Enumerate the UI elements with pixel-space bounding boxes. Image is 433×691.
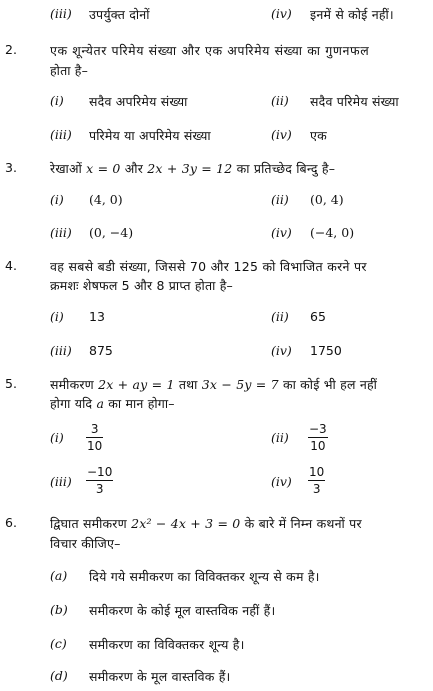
question-number: 6. (5, 515, 17, 530)
fraction (86, 465, 113, 496)
option-text: (4, 0) (89, 192, 123, 207)
question-number: 5. (5, 376, 17, 391)
question-text: एक शून्येतर परिमेय संख्या और एक अपरिमेय संख्या का गुणनफल (50, 43, 370, 58)
option-text: (−4, 0) (310, 225, 355, 240)
equation: 3x − 5y = 7 (201, 377, 279, 392)
question-text: क्रमशः शेषफल 5 और 8 प्राप्त होता है– (50, 278, 234, 293)
equation: 2x + ay = 1 (98, 377, 175, 392)
option-text: (0, −4) (89, 225, 134, 240)
option-label: (iv) (271, 474, 292, 489)
option-label: (iv) (271, 225, 292, 240)
question-number: 3. (5, 160, 17, 175)
option-label: (iv) (271, 343, 292, 358)
question-text: द्विघात समीकरण 2x² − 4x + 3 = 0 के बारे में निम्न कथनों पर (50, 516, 362, 531)
option-label: (i) (50, 430, 64, 445)
question-text: विचार कीजिए– (50, 536, 121, 551)
option-label: (iii) (50, 225, 72, 240)
option-label: (ii) (271, 309, 289, 324)
numerator: −10 (87, 465, 113, 479)
option-label: (d) (50, 668, 68, 683)
option-text: समीकरण का विविक्तकर शून्य है। (89, 637, 245, 652)
question-text: समीकरण 2x + ay = 1 तथा 3x − 5y = 7 का कोई भी हल नहीं (50, 377, 378, 392)
option-text: परिमेय या अपरिमेय संख्या (89, 128, 211, 143)
variable: a (96, 396, 105, 411)
option-label: (i) (50, 309, 64, 324)
question-text: होगा यदि a का मान होगा– (50, 396, 175, 411)
option-text: समीकरण के मूल वास्तविक हैं। (89, 669, 231, 684)
option-text: सदैव अपरिमेय संख्या (89, 94, 188, 109)
denominator: 3 (312, 482, 321, 496)
equation: 2x² − 4x + 3 = 0 (131, 516, 241, 531)
option-label: (ii) (271, 93, 289, 108)
numerator: −3 (309, 422, 327, 436)
denominator: 10 (87, 439, 103, 453)
denominator: 10 (310, 439, 326, 453)
numerator: 3 (90, 422, 99, 436)
fraction-bar (308, 480, 325, 481)
fraction-bar (86, 480, 113, 481)
option-label: (i) (50, 93, 64, 108)
option-label: (iv) (271, 6, 292, 21)
fraction-bar (86, 437, 103, 438)
option-text: 65 (310, 309, 326, 324)
option-text: दिये गये समीकरण का विविक्तकर शून्य से कम है। (89, 569, 320, 584)
question-number: 4. (5, 258, 17, 273)
option-label: (c) (50, 636, 67, 651)
option-text: 875 (89, 343, 113, 358)
denominator: 3 (95, 482, 104, 496)
option-label: (iii) (50, 6, 72, 21)
equation: 2x + 3y = 12 (147, 161, 233, 176)
option-label: (i) (50, 192, 64, 207)
equation: x = 0 (86, 161, 121, 176)
question-text: रेखाओं x = 0 और 2x + 3y = 12 का प्रतिच्छेद बिन्दु है– (50, 161, 336, 176)
fraction-bar (308, 437, 328, 438)
option-text: समीकरण के कोई मूल वास्तविक नहीं हैं। (89, 603, 276, 618)
option-label: (a) (50, 568, 68, 583)
question-text: होता है– (50, 63, 89, 78)
option-label: (ii) (271, 192, 289, 207)
option-label: (iii) (50, 343, 72, 358)
option-text: (0, 4) (310, 192, 344, 207)
option-label: (iii) (50, 474, 72, 489)
option-label: (iv) (271, 127, 292, 142)
option-label: (ii) (271, 430, 289, 445)
option-label: (iii) (50, 127, 72, 142)
fraction (86, 422, 103, 453)
option-text: इनमें से कोई नहीं। (310, 7, 394, 22)
option-text: उपर्युक्त दोनों (89, 7, 150, 22)
option-text: 1750 (310, 343, 342, 358)
question-number: 2. (5, 42, 17, 57)
fraction (308, 422, 328, 453)
fraction (308, 465, 325, 496)
question-text: वह सबसे बडी संख्या, जिससे 70 और 125 को विभाजित करने पर (50, 259, 367, 274)
option-text: सदैव परिमेय संख्या (310, 94, 399, 109)
option-text: 13 (89, 309, 105, 324)
option-text: एक (310, 128, 327, 143)
numerator: 10 (309, 465, 325, 479)
option-label: (b) (50, 602, 68, 617)
